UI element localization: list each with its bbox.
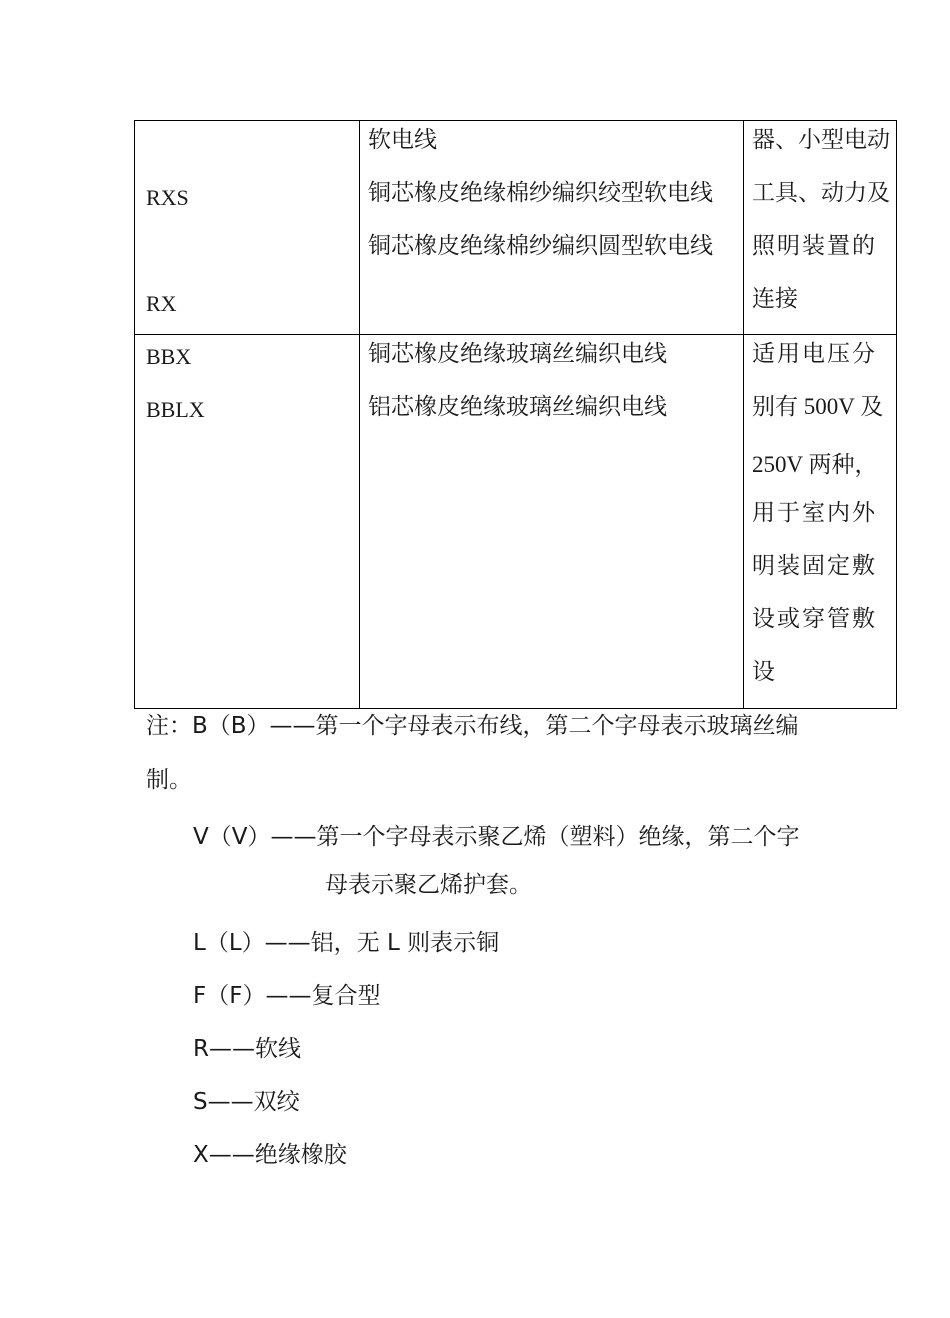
name-cell: 铜芯橡皮绝缘棉纱编织绞型软电线 [368, 180, 713, 206]
name-cell: 铜芯橡皮绝缘玻璃丝编织电线 [368, 341, 667, 367]
usage-cell: 250V 两种， [752, 452, 878, 477]
usage-cell: 明装固定敷 [752, 553, 877, 579]
code-cell: BBX [146, 344, 192, 369]
usage-cell: 别有 500V 及 [752, 394, 884, 419]
usage-cell: 器、小型电动 [752, 127, 890, 153]
code-cell: RXS [146, 185, 189, 210]
note-line: X——绝缘橡胶 [193, 1142, 347, 1168]
note-line: L（L）——铝，无 L 则表示铜 [193, 930, 500, 956]
usage-cell: 设或穿管敷 [752, 606, 877, 632]
note-line: V（V）——第一个字母表示聚乙烯（塑料）绝缘，第二个字 [193, 824, 800, 850]
note-line: F（F）——复合型 [193, 983, 381, 1009]
usage-cell: 适用电压分 [752, 341, 877, 367]
code-cell: RX [146, 291, 177, 316]
usage-cell: 工具、动力及 [752, 180, 890, 206]
name-cell: 铝芯橡皮绝缘玻璃丝编织电线 [368, 394, 667, 420]
code-cell: BBLX [146, 397, 205, 422]
note-line: S——双绞 [193, 1089, 300, 1115]
usage-cell: 设 [752, 659, 775, 685]
note-line: 注：B（B）——第一个字母表示布线，第二个字母表示玻璃丝编 [146, 713, 799, 739]
note-line: 制。 [146, 767, 192, 793]
note-line: 母表示聚乙烯护套。 [325, 872, 532, 898]
column-divider [359, 121, 360, 708]
usage-cell: 连接 [752, 286, 798, 312]
usage-cell: 用于室内外 [752, 500, 877, 526]
name-cell: 铜芯橡皮绝缘棉纱编织圆型软电线 [368, 233, 713, 259]
usage-cell: 照明装置的 [752, 233, 877, 259]
row-divider [135, 334, 896, 335]
column-divider [743, 121, 744, 708]
note-line: R——软线 [193, 1036, 301, 1062]
name-cell: 软电线 [368, 127, 437, 153]
